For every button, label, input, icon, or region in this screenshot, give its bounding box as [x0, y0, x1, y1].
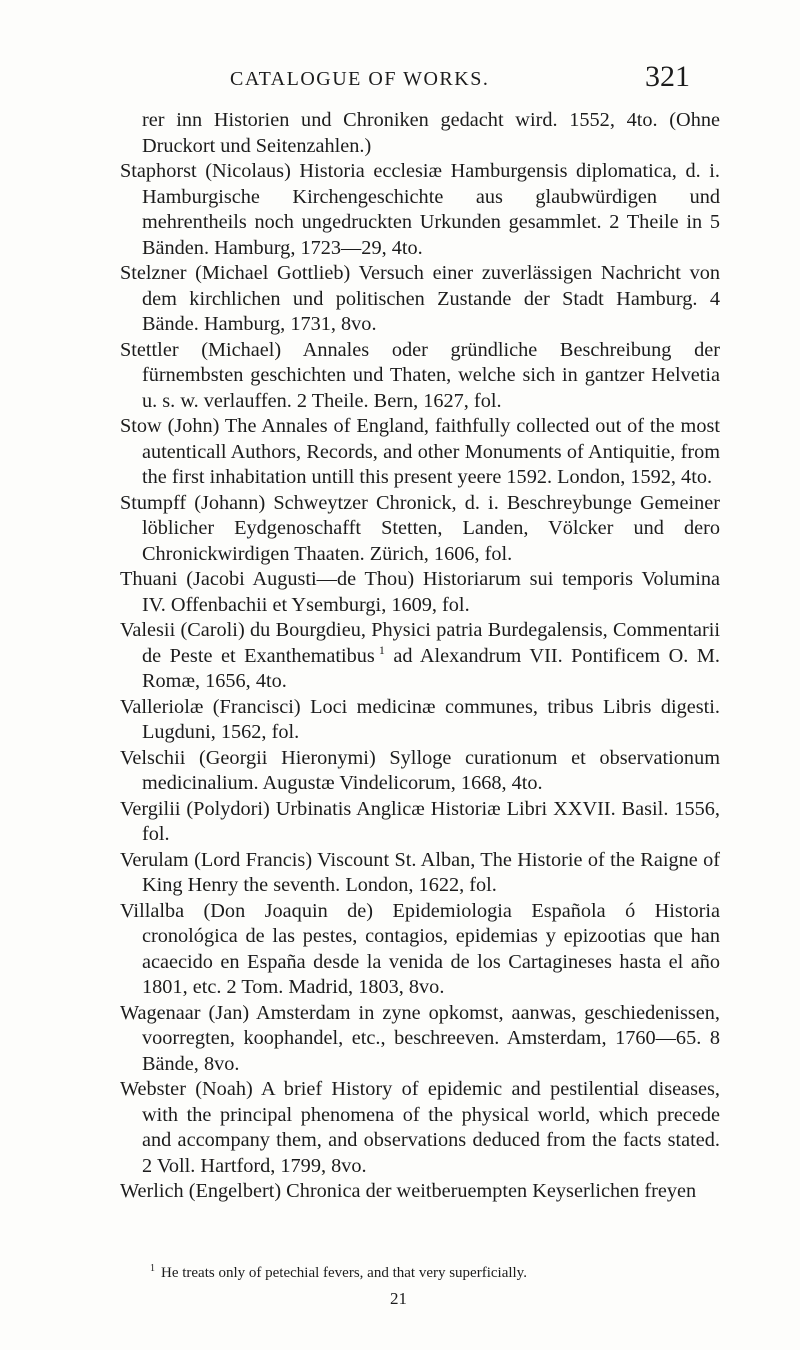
catalogue-entries	[120, 108, 720, 1205]
footnote-mark: 1	[150, 1263, 155, 1274]
catalogue-entry: Wagenaar (Jan) Amsterdam in zyne opkomst, aanwas, geschiedenissen, voorregten, koophandel, etc., beschreeven. Amsterdam, 1760—65. 8 Bände, 8vo.	[120, 1001, 720, 1075]
entry-text: Valesii (Caroli) du Bourgdieu, Physici patria Burdegalensis, Commentarii de Peste et Exanthematibus	[120, 619, 720, 667]
catalogue-entry: Valleriolæ (Francisci) Loci medicinæ communes, tribus Libris digesti. Lugduni, 1562, fol.	[120, 695, 720, 743]
catalogue-entry: Vergilii (Polydori) Urbinatis Anglicæ Historiæ Libri XXVII. Basil. 1556, fol.	[120, 797, 720, 845]
catalogue-entry: Stettler (Michael) Annales oder gründliche Beschreibung der fürnembsten geschichten und Thaten, welche sich in gantzer Helvetia u. s. w. verlauffen. 2 Theile. Bern, 1627, fol.	[120, 338, 720, 412]
page-number: 321	[645, 60, 690, 93]
catalogue-entry: rer inn Historien und Chroniken gedacht wird. 1552, 4to. (Ohne Druckort und Seitenzahlen.)	[142, 109, 720, 157]
catalogue-entry: Werlich (Engelbert) Chronica der weitberuempten Keyserlichen freyen	[120, 1180, 697, 1202]
running-head: CATALOGUE OF WORKS.	[230, 68, 490, 90]
catalogue-entry: Stumpff (Johann) Schweytzer Chronick, d. i. Beschreybunge Gemeiner löblicher Eydgenoschafft Stetten, Landen, Völcker und dero Chronickwirdigen Thaaten. Zürich, 1606, fol.	[120, 491, 720, 565]
catalogue-entry: Velschii (Georgii Hieronymi) Sylloge curationum et observationum medicinalium. Augustæ Vindelicorum, 1668, 4to.	[120, 746, 720, 794]
catalogue-entry	[120, 618, 720, 695]
catalogue-entry: Verulam (Lord Francis) Viscount St. Alban, The Historie of the Raigne of King Henry the seventh. London, 1622, fol.	[120, 848, 720, 896]
catalogue-entry: Webster (Noah) A brief History of epidemic and pestilential diseases, with the principal phenomena of the physical world, which precede and accompany them, and observations deduced from the facts stated. 2 Voll. Hartford, 1799, 8vo.	[120, 1078, 720, 1177]
catalogue-entry: Staphorst (Nicolaus) Historia ecclesiæ Hamburgensis diplomatica, d. i. Hamburgische Kirchengeschichte aus glaubwürdigen und mehrentheils noch ungedruckten Urkunden gesammlet. 2 Theile in 5 Bänden. Hamburg, 1723—29, 4to.	[120, 160, 720, 259]
catalogue-entry: Stelzner (Michael Gottlieb) Versuch einer zuverlässigen Nachricht von dem kirchlichen und politischen Zustande der Stadt Hamburg. 4 Bände. Hamburg, 1731, 8vo.	[120, 262, 720, 335]
signature-mark: 21	[390, 1289, 407, 1308]
footnote-text: He treats only of petechial fevers, and that very superficially.	[161, 1265, 527, 1281]
footnote	[150, 1265, 750, 1282]
footnote-reference: 1	[378, 642, 385, 657]
catalogue-entry: Thuani (Jacobi Augusti—de Thou) Historiarum sui temporis Volumina IV. Offenbachii et Ysemburgi, 1609, fol.	[120, 568, 720, 616]
page-header	[0, 60, 800, 100]
catalogue-entry: Stow (John) The Annales of England, faithfully collected out of the most autenticall Authors, Records, and other Monuments of Antiquitie, from the first inhabitation untill this present yeere 1592. London, 1592, 4to.	[120, 415, 720, 488]
catalogue-entry: Villalba (Don Joaquin de) Epidemiologia Española ó Historia cronológica de las pestes, contagios, epidemias y epizootias que han acaecido en España desde la venida de los Cartagineses hasta el año 1801, etc. 2 Tom. Madrid, 1803, 8vo.	[120, 899, 720, 998]
entry-text: ad Alexandrum VII. Pontificem O. M. Romæ, 1656, 4to.	[142, 644, 720, 692]
